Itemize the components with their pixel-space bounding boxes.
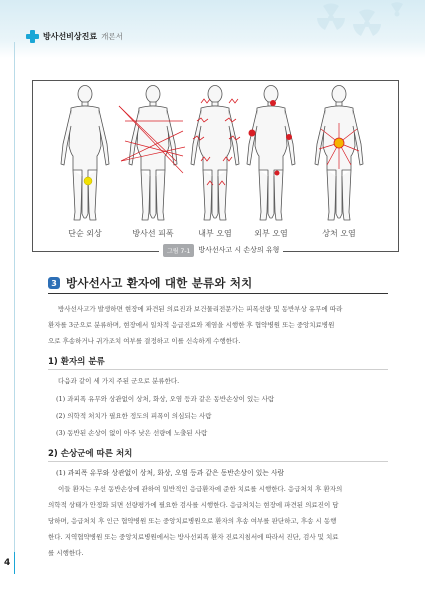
treatment-body-line-2: 의학적 상태가 안정화 되면 선량평가에 필요한 검사를 시행한다. 응급처치는 현장에 파견된 의료진이 담: [48, 501, 339, 509]
figure-label-wound-contamination: 상처 오염: [322, 229, 356, 238]
classification-item-2: (2) 의학적 처치가 필요한 정도의 피폭이 의심되는 사람: [56, 412, 212, 420]
section-title: [48, 275, 252, 291]
body-external-contamination: [247, 86, 295, 221]
section-number-badge: 3: [48, 277, 60, 289]
body-internal-contamination: [191, 86, 239, 221]
classification-item-1: (1) 과피폭 유무와 상관없이 상처, 화상, 오염 등과 같은 동반손상이 있는 사람: [56, 395, 275, 403]
figure-label-simple-trauma: 단순 외상: [68, 229, 102, 238]
figure-label-radiation-exposure: 방사선 피폭: [132, 229, 174, 238]
treatment-item-1: (1) 과피폭 유무와 상관없이 상처, 화상, 오염 등과 같은 동반손상이 있는 사람: [56, 469, 285, 477]
caption-number: 그림 7-1: [163, 244, 194, 257]
subsection-1-rule: [48, 369, 388, 370]
treatment-body-line-5: 를 시행한다.: [48, 549, 84, 557]
figure-label-external-contamination: 외부 오염: [254, 229, 288, 238]
section-intro-line-2: 환자를 3군으로 분류하며, 현장에서 일차적 응급진료와 제염을 시행한 후 협약병원 또는 중앙치료병원: [48, 321, 335, 329]
body-illustrations: [33, 81, 398, 251]
subsection-1-intro: 다음과 같이 세 가지 주된 군으로 분류한다.: [58, 377, 180, 385]
section-heading: 방사선사고 환자에 대한 분류와 처치: [66, 276, 253, 290]
classification-item-3: (3) 동반된 손상이 없이 아주 낮은 선량에 노출된 사람: [56, 429, 208, 437]
page-number: 4: [4, 558, 11, 568]
plus-cross-icon: [26, 30, 39, 43]
treatment-body-line-1: 이들 환자는 우선 동반손상에 관하여 일반적인 응급환자에 준한 치료를 시행한다. 응급처치 후 환자의: [58, 485, 343, 493]
section-intro-line-1: 방사선사고가 발생하면 현장에 파견된 의료진과 보건물리전문가는 피폭선량 및 동반부상 유무에 따라: [58, 305, 343, 313]
trauma-spot: [84, 177, 92, 185]
treatment-body-line-4: 한다. 지역협약병원 또는 중앙치료병원에서는 방사선피폭 환자 진료지침서에 따라서 진단, 검사 및 치료: [48, 533, 339, 541]
running-header: [26, 28, 123, 44]
header-title: 방사선비상진료: [43, 31, 98, 41]
injury-types-figure: [32, 80, 399, 252]
trefoil-watermark-icon: [317, 2, 407, 46]
figure-label-internal-contamination: 내부 오염: [198, 229, 232, 238]
subsection-2-rule: [48, 461, 388, 462]
subsection-2-heading: 2) 손상군에 따른 처치: [48, 449, 133, 459]
caption-text: 방사선사고 시 손상의 유형: [198, 246, 280, 254]
figure-caption: [159, 242, 283, 258]
section-rule: [48, 293, 388, 294]
margin-line: [14, 42, 15, 562]
page-number-tick: [14, 552, 15, 574]
treatment-body-line-3: 당하며, 응급처치 후 인근 협약병원 또는 중앙치료병원으로 환자의 후송 여부를 판단하고, 후송 시 동행: [48, 517, 337, 525]
section-intro-line-3: 으로 후송하거나 귀가조치 여부를 결정하고 이를 신속하게 수행한다.: [48, 337, 241, 345]
body-simple-trauma: [61, 86, 109, 221]
header-subtitle: 개론서: [101, 31, 123, 41]
subsection-1-heading: 1) 환자의 분류: [48, 357, 105, 367]
